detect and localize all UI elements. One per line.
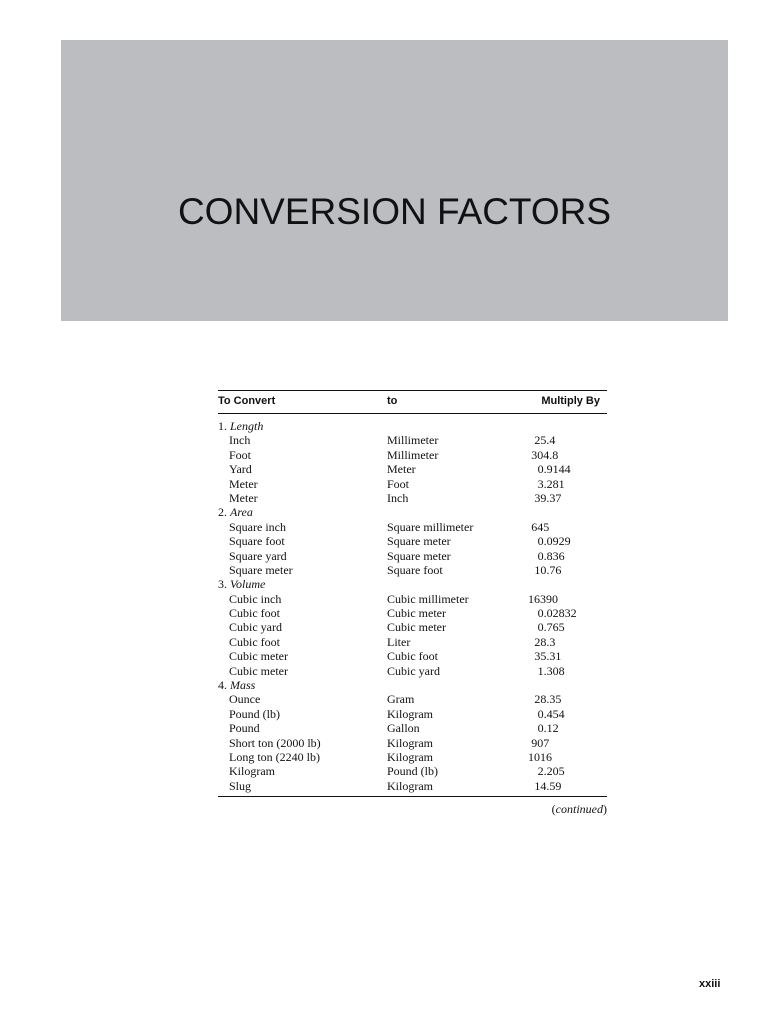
section-heading (218, 419, 607, 433)
from-unit: Cubic yard (229, 620, 282, 635)
continued-note: (continued) (551, 802, 607, 816)
to-unit: Square foot (387, 562, 443, 577)
section-number: 3. (218, 577, 227, 592)
factor-value: 3.281 (537, 476, 565, 491)
header-to: to (387, 395, 398, 407)
from-unit: Cubic foot (229, 634, 280, 649)
factor-value: 0.836 (537, 548, 565, 563)
from-unit: Square inch (229, 519, 286, 534)
section-heading (218, 577, 607, 591)
table-row (218, 549, 607, 563)
factor-value: 1016 (528, 749, 552, 764)
to-unit: Millimeter (387, 433, 439, 448)
conversion-table (218, 390, 607, 816)
factor-value: 25.4 (534, 433, 556, 448)
to-unit: Liter (387, 634, 411, 649)
table-row (218, 635, 607, 649)
from-unit: Meter (229, 476, 258, 491)
table-row (218, 491, 607, 505)
section-heading (218, 505, 607, 519)
table-row (218, 649, 607, 663)
to-unit: Gram (387, 692, 415, 707)
to-unit: Gallon (387, 721, 420, 736)
to-unit: Millimeter (387, 447, 439, 462)
table-row (218, 779, 607, 793)
from-unit: Short ton (2000 lb) (229, 735, 321, 750)
from-unit: Cubic inch (229, 591, 282, 606)
to-unit: Kilogram (387, 706, 433, 721)
factor-value: 0.0929 (537, 534, 571, 549)
factor-value: 16390 (528, 591, 558, 606)
continued-text: continued (555, 802, 603, 816)
factor-value: 0.12 (537, 721, 559, 736)
bottom-rule (218, 796, 607, 797)
to-unit: Square millimeter (387, 519, 474, 534)
table-row (218, 433, 607, 447)
to-unit: Square meter (387, 534, 451, 549)
factor-value: 28.3 (534, 634, 556, 649)
to-unit: Inch (387, 490, 409, 505)
from-unit: Inch (229, 433, 251, 448)
table-row (218, 606, 607, 620)
table-row (218, 620, 607, 634)
table-row (218, 707, 607, 721)
table-row (218, 736, 607, 750)
section-label (218, 678, 255, 692)
section-number: 2. (218, 505, 227, 520)
from-unit: Pound (lb) (229, 706, 280, 721)
to-unit: Kilogram (387, 778, 433, 793)
from-unit: Cubic meter (229, 663, 288, 678)
from-unit: Pound (229, 721, 260, 736)
from-unit: Square yard (229, 548, 287, 563)
to-unit: Meter (387, 462, 416, 477)
table-row (218, 462, 607, 476)
factor-value: 304.8 (531, 447, 559, 462)
from-unit: Yard (229, 462, 252, 477)
table-row (218, 721, 607, 735)
factor-value: 10.76 (534, 562, 562, 577)
to-unit: Cubic yard (387, 663, 440, 678)
to-unit: Cubic foot (387, 649, 438, 664)
page-number: xxiii (699, 978, 721, 990)
section-number: 1. (218, 419, 227, 433)
factor-value: 28.35 (534, 692, 562, 707)
from-unit: Meter (229, 490, 258, 505)
to-unit: Foot (387, 476, 410, 491)
from-unit: Square meter (229, 562, 293, 577)
table-row (218, 563, 607, 577)
section-title: Area (230, 505, 253, 520)
factor-value: 907 (531, 735, 550, 750)
from-unit: Cubic foot (229, 606, 280, 621)
to-unit: Pound (lb) (387, 764, 438, 779)
table-row (218, 520, 607, 534)
from-unit: Slug (229, 778, 252, 793)
from-unit: Square foot (229, 534, 285, 549)
section-label (218, 577, 265, 591)
factor-value: 0.765 (537, 620, 565, 635)
table-row (218, 477, 607, 491)
table-row (218, 764, 607, 778)
table-row (218, 534, 607, 548)
table-header (218, 391, 607, 413)
header-multiply-by: Multiply By (541, 395, 600, 407)
factor-value: 2.205 (537, 764, 565, 779)
factor-value: 39.37 (534, 490, 562, 505)
table-row (218, 750, 607, 764)
to-unit: Kilogram (387, 749, 433, 764)
section-number: 4. (218, 678, 227, 693)
to-unit: Kilogram (387, 735, 433, 750)
to-unit: Square meter (387, 548, 451, 563)
section-title: Volume (230, 577, 266, 592)
table-row (218, 664, 607, 678)
section-heading (218, 678, 607, 692)
factor-value: 35.31 (534, 649, 562, 664)
factor-value: 645 (531, 519, 550, 534)
section-label (218, 505, 253, 519)
chapter-title: CONVERSION FACTORS (177, 191, 612, 232)
section-title: Mass (230, 678, 256, 693)
factor-value: 0.454 (537, 706, 565, 721)
factor-value: 14.59 (534, 778, 562, 793)
factor-value: 0.9144 (537, 462, 571, 477)
table-row (218, 448, 607, 462)
table-row (218, 692, 607, 706)
section-label (218, 419, 263, 433)
from-unit: Foot (229, 447, 252, 462)
from-unit: Cubic meter (229, 649, 288, 664)
chapter-banner (61, 40, 728, 321)
table-row (218, 592, 607, 606)
section-title: Length (230, 419, 264, 433)
factor-value: 1.308 (537, 663, 565, 678)
header-to-convert: To Convert (218, 395, 276, 407)
to-unit: Cubic meter (387, 620, 446, 635)
from-unit: Long ton (2240 lb) (229, 749, 320, 764)
to-unit: Cubic millimeter (387, 591, 469, 606)
factor-value: 0.02832 (537, 606, 577, 621)
from-unit: Ounce (229, 692, 261, 707)
from-unit: Kilogram (229, 764, 275, 779)
to-unit: Cubic meter (387, 606, 446, 621)
table-body (218, 414, 607, 796)
